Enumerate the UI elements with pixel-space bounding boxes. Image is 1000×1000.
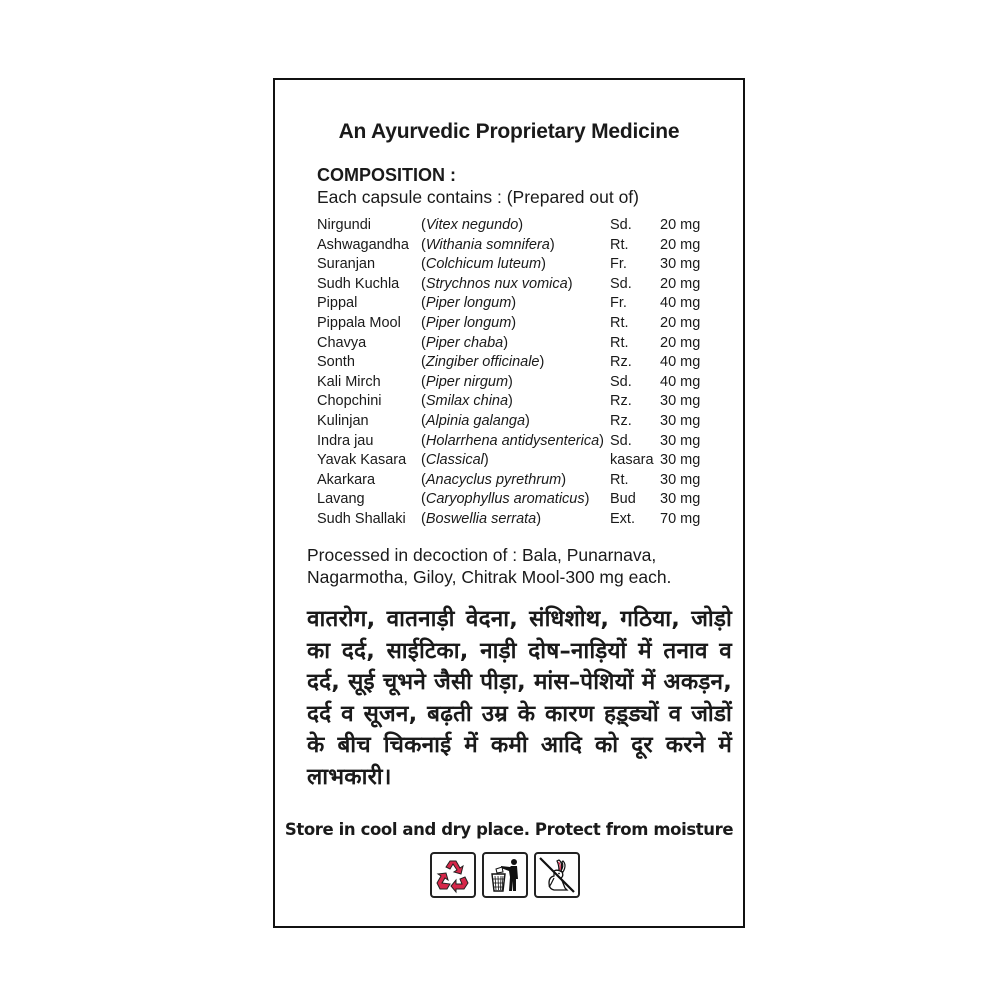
ingredient-part: Sd. bbox=[610, 217, 632, 233]
processed-line-2: Nagarmotha, Giloy, Chitrak Mool-300 mg each. bbox=[307, 567, 672, 587]
ingredient-latin: (Withania somnifera) bbox=[421, 236, 555, 253]
ingredient-part: Ext. bbox=[610, 510, 635, 527]
ingredient-dose: 30 mg bbox=[660, 452, 701, 469]
ingredient-dose: 30 mg bbox=[660, 256, 701, 273]
ingredient-row bbox=[317, 510, 717, 530]
storage-instruction: Store in cool and dry place. Protect from moisture bbox=[284, 820, 734, 839]
ingredient-dose: 20 mg bbox=[660, 217, 701, 233]
ingredient-row bbox=[317, 432, 717, 452]
no-animal-testing-icon bbox=[534, 852, 580, 898]
ingredient-name: Yavak Kasara bbox=[317, 452, 407, 469]
ingredient-row bbox=[317, 314, 717, 334]
ingredient-name: Lavang bbox=[317, 491, 365, 508]
ingredient-row bbox=[317, 255, 717, 275]
ingredient-row bbox=[317, 353, 717, 373]
ingredient-part: Fr. bbox=[610, 295, 627, 312]
composition-subheading: Each capsule contains : (Prepared out of) bbox=[317, 187, 639, 207]
label-title: An Ayurvedic Proprietary Medicine bbox=[338, 120, 680, 143]
ingredient-row bbox=[317, 412, 717, 432]
ingredient-row bbox=[317, 373, 717, 393]
ingredient-part: kasara bbox=[610, 452, 654, 469]
ingredient-dose: 20 mg bbox=[660, 236, 701, 253]
ingredient-latin: (Piper longum) bbox=[421, 295, 517, 312]
ingredient-row bbox=[317, 471, 717, 491]
recycle-icon bbox=[430, 852, 476, 898]
ingredient-name: Pippal bbox=[317, 295, 358, 312]
ingredient-name: Chavya bbox=[317, 334, 367, 351]
processed-line-1: Processed in decoction of : Bala, Punarnava, bbox=[307, 545, 657, 565]
ingredient-row bbox=[317, 236, 717, 256]
ingredient-latin: (Anacyclus pyrethrum) bbox=[421, 471, 567, 488]
ingredient-latin: (Caryophyllus aromaticus) bbox=[421, 491, 590, 508]
ingredient-dose: 20 mg bbox=[660, 275, 701, 292]
ingredient-row bbox=[317, 334, 717, 354]
ingredient-latin: (Smilax china) bbox=[421, 393, 513, 410]
ingredient-dose: 30 mg bbox=[660, 471, 701, 488]
ingredient-latin: (Vitex negundo) bbox=[421, 217, 524, 233]
ingredient-row bbox=[317, 275, 717, 295]
ingredient-row bbox=[317, 294, 717, 314]
product-label-panel bbox=[273, 78, 745, 928]
ingredient-part: Rt. bbox=[610, 314, 629, 331]
processed-note bbox=[307, 544, 727, 588]
ingredient-latin: (Piper chaba) bbox=[421, 334, 509, 351]
ingredient-dose: 70 mg bbox=[660, 510, 701, 527]
ingredient-row bbox=[317, 392, 717, 412]
ingredients-table bbox=[317, 216, 717, 530]
ingredient-dose: 30 mg bbox=[660, 412, 701, 429]
ingredient-name: Sudh Kuchla bbox=[317, 275, 400, 292]
ingredient-part: Rz. bbox=[610, 354, 632, 371]
ingredient-name: Kali Mirch bbox=[317, 373, 381, 390]
ingredient-part: Fr. bbox=[610, 256, 627, 273]
ingredient-name: Pippala Mool bbox=[317, 314, 401, 331]
composition-heading: COMPOSITION : bbox=[317, 165, 456, 185]
hindi-indications: वातरोग, वातनाड़ी वेदना, संधिशोथ, गठिया, जोड़ो का दर्द, साईटिका, नाड़ी दोष–नाड़ियों में तनाव व दर्द, सूई चूभने जैसी पीड़ा, मांस–पेशियों में अकड़न, दर्द व सूजन, बढ़ती उम्र के कारण हड़्ड्यों व जोडों के बीच चिकनाई में कमी आदि को दूर करने में लाभकारी। bbox=[307, 606, 733, 790]
ingredient-latin: (Alpinia galanga) bbox=[421, 412, 530, 429]
ingredient-latin: (Classical) bbox=[421, 452, 489, 469]
ingredient-part: Rt. bbox=[610, 471, 629, 488]
ingredient-latin: (Piper longum) bbox=[421, 314, 517, 331]
ingredient-name: Sudh Shallaki bbox=[317, 510, 406, 527]
ingredient-latin: (Zingiber officinale) bbox=[421, 354, 545, 371]
ingredient-name: Akarkara bbox=[317, 471, 376, 488]
ingredient-part: Sd. bbox=[610, 432, 632, 449]
ingredient-latin: (Piper nirgum) bbox=[421, 373, 513, 390]
ingredient-row bbox=[317, 216, 717, 236]
ingredient-name: Ashwagandha bbox=[317, 236, 409, 253]
ingredient-name: Sonth bbox=[317, 354, 355, 371]
ingredient-part: Bud bbox=[610, 491, 636, 508]
ingredient-dose: 20 mg bbox=[660, 334, 701, 351]
ingredient-latin: (Holarrhena antidysenterica) bbox=[421, 432, 604, 449]
ingredient-part: Rz. bbox=[610, 393, 632, 410]
ingredient-dose: 30 mg bbox=[660, 393, 701, 410]
ingredient-dose: 30 mg bbox=[660, 432, 701, 449]
ingredient-dose: 40 mg bbox=[660, 373, 701, 390]
ingredient-name: Chopchini bbox=[317, 393, 382, 410]
ingredient-part: Rt. bbox=[610, 334, 629, 351]
ingredient-dose: 40 mg bbox=[660, 295, 701, 312]
ingredient-name: Suranjan bbox=[317, 256, 376, 273]
ingredient-part: Sd. bbox=[610, 373, 632, 390]
ingredient-dose: 40 mg bbox=[660, 354, 701, 371]
symbol-icons bbox=[430, 852, 580, 898]
ingredient-row bbox=[317, 490, 717, 510]
ingredient-part: Sd. bbox=[610, 275, 632, 292]
ingredient-latin: (Strychnos nux vomica) bbox=[421, 275, 573, 292]
ingredient-part: Rz. bbox=[610, 412, 632, 429]
ingredient-name: Indra jau bbox=[317, 432, 374, 449]
ingredient-latin: (Boswellia serrata) bbox=[421, 510, 542, 527]
ingredient-dose: 20 mg bbox=[660, 314, 701, 331]
ingredient-latin: (Colchicum luteum) bbox=[421, 256, 546, 273]
ingredient-row bbox=[317, 451, 717, 471]
ingredient-part: Rt. bbox=[610, 236, 629, 253]
ingredient-dose: 30 mg bbox=[660, 491, 701, 508]
ingredient-name: Nirgundi bbox=[317, 217, 371, 233]
ingredient-name: Kulinjan bbox=[317, 412, 369, 429]
dispose-in-bin-icon bbox=[482, 852, 528, 898]
